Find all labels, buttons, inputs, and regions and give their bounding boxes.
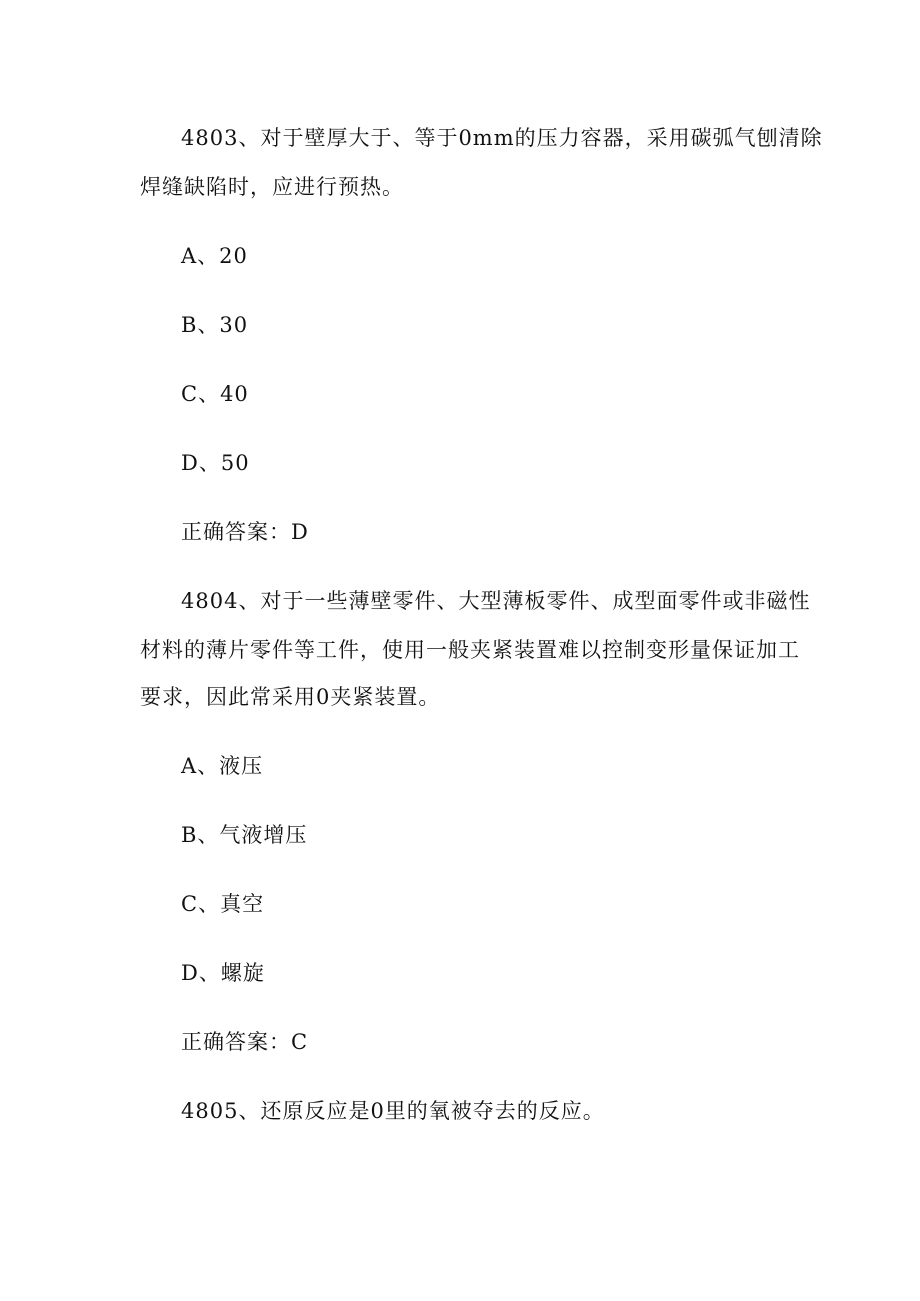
question-4804-stem-line-1: 4804、对于一些薄壁零件、大型薄板零件、成型面零件或非磁性 (181, 589, 811, 613)
question-4803-option-c: C、40 (181, 382, 249, 406)
question-4804-option-a: A、液压 (181, 754, 264, 778)
question-4804-answer: 正确答案：C (181, 1030, 309, 1054)
question-4803-stem-line-2: 焊缝缺陷时，应进行预热。 (140, 175, 404, 199)
question-4804-stem-line-3: 要求，因此常采用0夹紧装置。 (140, 685, 441, 709)
question-4804-option-d: D、螺旋 (181, 961, 265, 985)
question-4804-stem-line-2: 材料的薄片零件等工件，使用一般夹紧装置难以控制变形量保证加工 (140, 638, 800, 662)
question-4803-answer: 正确答案：D (181, 520, 309, 544)
question-4803-stem-line-1: 4803、对于壁厚大于、等于0mm的压力容器，采用碳弧气刨清除 (181, 126, 823, 150)
question-4803-option-a: A、20 (181, 244, 248, 268)
question-4804-option-c: C、真空 (181, 892, 265, 916)
question-4803-option-d: D、50 (181, 451, 250, 475)
question-4803-option-b: B、30 (181, 313, 249, 337)
question-4804-option-b: B、气液增压 (181, 823, 308, 847)
question-4805-stem-line-1: 4805、还原反应是0里的氧被夺去的反应。 (181, 1099, 605, 1123)
